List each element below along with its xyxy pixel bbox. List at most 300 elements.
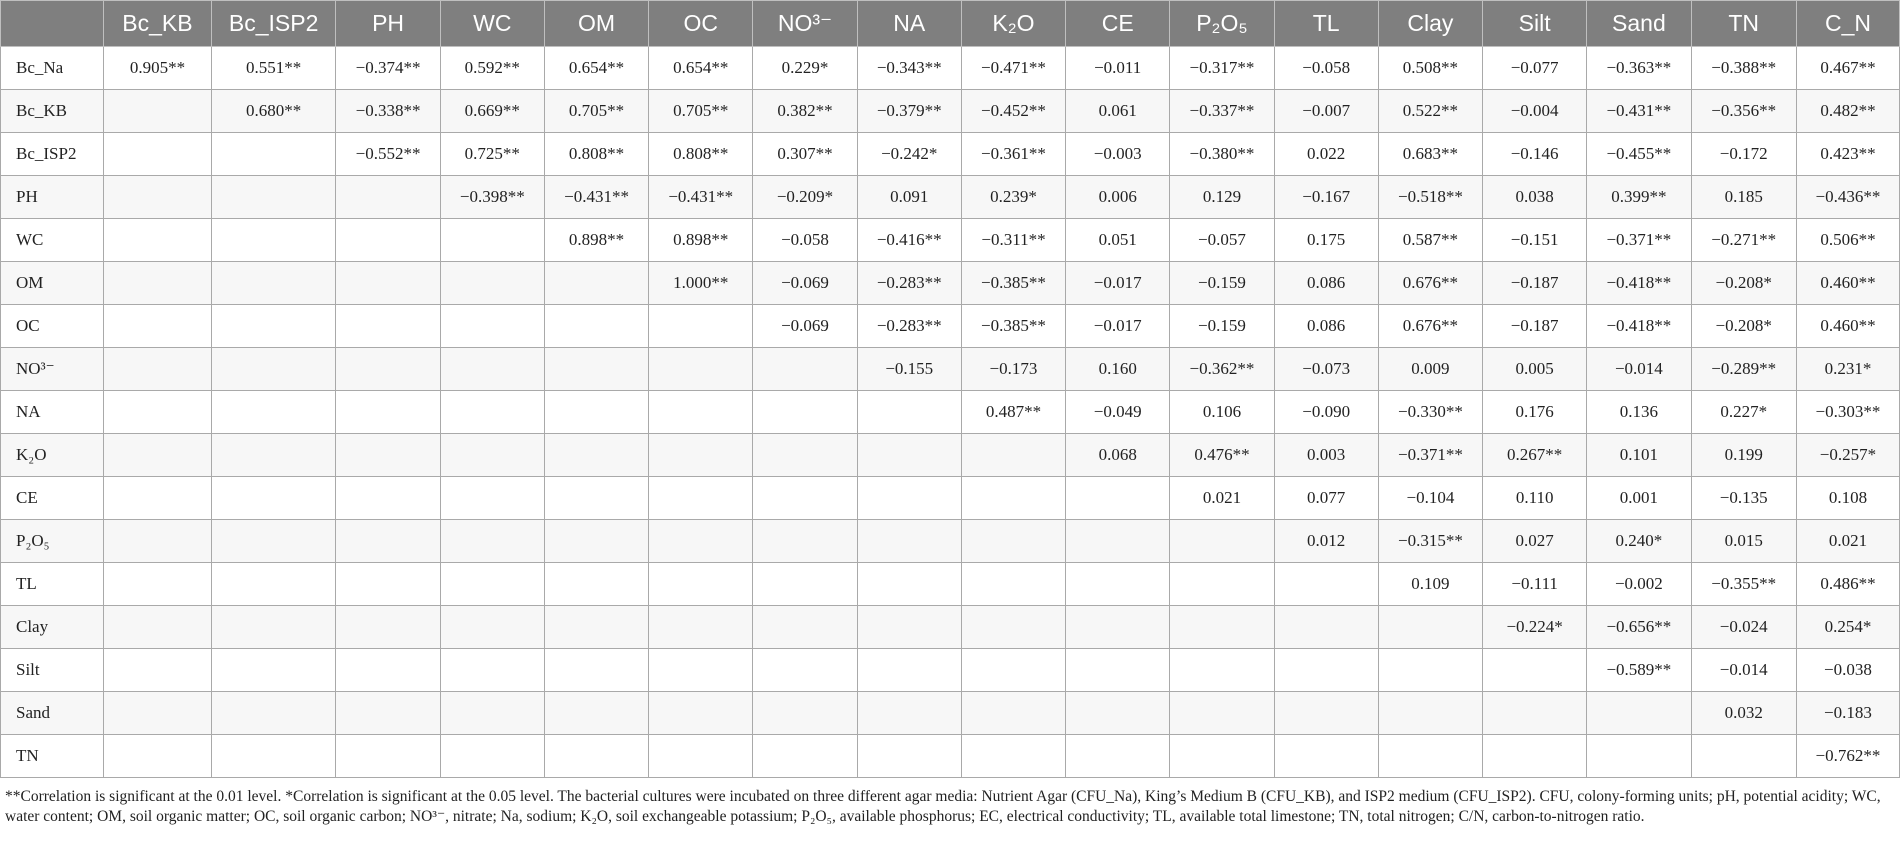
correlation-cell: −0.416** bbox=[857, 219, 961, 262]
correlation-cell: −0.283** bbox=[857, 262, 961, 305]
correlation-cell: −0.337** bbox=[1170, 90, 1274, 133]
correlation-cell: 0.086 bbox=[1274, 305, 1378, 348]
correlation-cell: −0.159 bbox=[1170, 305, 1274, 348]
correlation-cell bbox=[211, 520, 336, 563]
correlation-cell: 0.229* bbox=[753, 47, 857, 90]
correlation-cell: 0.009 bbox=[1378, 348, 1482, 391]
correlation-cell bbox=[857, 606, 961, 649]
correlation-cell: −0.431** bbox=[649, 176, 753, 219]
correlation-cell: 0.101 bbox=[1587, 434, 1691, 477]
correlation-cell bbox=[211, 606, 336, 649]
correlation-cell: −0.431** bbox=[544, 176, 648, 219]
correlation-cell: −0.208* bbox=[1691, 262, 1796, 305]
correlation-cell bbox=[104, 176, 212, 219]
column-header: Bc_KB bbox=[104, 1, 212, 47]
correlation-cell bbox=[1587, 692, 1691, 735]
correlation-cell: 0.110 bbox=[1483, 477, 1587, 520]
correlation-cell: 0.061 bbox=[1066, 90, 1170, 133]
correlation-cell: −0.283** bbox=[857, 305, 961, 348]
correlation-cell bbox=[649, 477, 753, 520]
table-row bbox=[1, 391, 1900, 434]
correlation-cell: −0.452** bbox=[961, 90, 1065, 133]
correlation-cell: −0.111 bbox=[1483, 563, 1587, 606]
correlation-cell: 0.032 bbox=[1691, 692, 1796, 735]
correlation-cell bbox=[104, 520, 212, 563]
column-header: PH bbox=[336, 1, 440, 47]
correlation-cell bbox=[440, 606, 544, 649]
correlation-cell bbox=[104, 305, 212, 348]
correlation-cell bbox=[211, 391, 336, 434]
correlation-cell bbox=[336, 735, 440, 778]
correlation-cell: −0.069 bbox=[753, 305, 857, 348]
correlation-cell bbox=[544, 649, 648, 692]
correlation-cell bbox=[753, 563, 857, 606]
correlation-cell: 0.705** bbox=[544, 90, 648, 133]
correlation-cell: −0.656** bbox=[1587, 606, 1691, 649]
correlation-cell: −0.388** bbox=[1691, 47, 1796, 90]
correlation-cell: 0.487** bbox=[961, 391, 1065, 434]
correlation-cell bbox=[753, 477, 857, 520]
correlation-cell: −0.385** bbox=[961, 305, 1065, 348]
correlation-cell: −0.518** bbox=[1378, 176, 1482, 219]
correlation-cell: −0.311** bbox=[961, 219, 1065, 262]
correlation-cell bbox=[649, 520, 753, 563]
correlation-cell bbox=[857, 692, 961, 735]
row-label: PH bbox=[1, 176, 104, 219]
correlation-cell bbox=[104, 434, 212, 477]
correlation-cell bbox=[544, 434, 648, 477]
table-header bbox=[1, 1, 1900, 47]
correlation-cell: −0.385** bbox=[961, 262, 1065, 305]
correlation-cell bbox=[1274, 606, 1378, 649]
correlation-cell bbox=[1378, 649, 1482, 692]
correlation-cell bbox=[544, 692, 648, 735]
correlation-cell bbox=[211, 219, 336, 262]
correlation-cell bbox=[336, 348, 440, 391]
correlation-cell: 0.129 bbox=[1170, 176, 1274, 219]
correlation-cell: 0.669** bbox=[440, 90, 544, 133]
row-label: CE bbox=[1, 477, 104, 520]
correlation-cell: 0.725** bbox=[440, 133, 544, 176]
correlation-cell bbox=[104, 735, 212, 778]
correlation-cell bbox=[544, 262, 648, 305]
correlation-cell: 0.522** bbox=[1378, 90, 1482, 133]
correlation-cell bbox=[649, 305, 753, 348]
correlation-cell: −0.224* bbox=[1483, 606, 1587, 649]
correlation-cell: 0.486** bbox=[1796, 563, 1899, 606]
header-row bbox=[1, 1, 1900, 47]
table-row bbox=[1, 305, 1900, 348]
correlation-cell bbox=[440, 735, 544, 778]
correlation-cell: −0.172 bbox=[1691, 133, 1796, 176]
correlation-cell bbox=[544, 477, 648, 520]
correlation-cell bbox=[440, 563, 544, 606]
correlation-cell: 0.015 bbox=[1691, 520, 1796, 563]
correlation-cell: −0.208* bbox=[1691, 305, 1796, 348]
correlation-cell: −0.361** bbox=[961, 133, 1065, 176]
correlation-cell bbox=[857, 434, 961, 477]
correlation-cell: −0.090 bbox=[1274, 391, 1378, 434]
correlation-cell bbox=[440, 434, 544, 477]
correlation-cell: −0.317** bbox=[1170, 47, 1274, 90]
correlation-cell bbox=[104, 649, 212, 692]
correlation-cell bbox=[1274, 735, 1378, 778]
correlation-cell: 0.068 bbox=[1066, 434, 1170, 477]
correlation-cell bbox=[440, 348, 544, 391]
correlation-cell: 0.254* bbox=[1796, 606, 1899, 649]
correlation-cell: −0.011 bbox=[1066, 47, 1170, 90]
correlation-cell: 0.382** bbox=[753, 90, 857, 133]
correlation-cell bbox=[649, 348, 753, 391]
correlation-cell bbox=[753, 434, 857, 477]
correlation-cell: −0.371** bbox=[1587, 219, 1691, 262]
row-label: OM bbox=[1, 262, 104, 305]
correlation-cell: −0.017 bbox=[1066, 305, 1170, 348]
correlation-cell: 0.240* bbox=[1587, 520, 1691, 563]
correlation-cell: 0.683** bbox=[1378, 133, 1482, 176]
row-label: Silt bbox=[1, 649, 104, 692]
column-header: NA bbox=[857, 1, 961, 47]
correlation-cell bbox=[1170, 606, 1274, 649]
correlation-cell bbox=[440, 649, 544, 692]
row-label: TN bbox=[1, 735, 104, 778]
correlation-cell: −0.242* bbox=[857, 133, 961, 176]
correlation-cell: −0.058 bbox=[753, 219, 857, 262]
correlation-cell: −0.049 bbox=[1066, 391, 1170, 434]
correlation-cell bbox=[961, 649, 1065, 692]
correlation-cell bbox=[211, 133, 336, 176]
correlation-cell: −0.014 bbox=[1587, 348, 1691, 391]
correlation-cell: −0.363** bbox=[1587, 47, 1691, 90]
correlation-cell bbox=[544, 735, 648, 778]
correlation-cell: −0.104 bbox=[1378, 477, 1482, 520]
row-label: Bc_Na bbox=[1, 47, 104, 90]
correlation-cell bbox=[753, 735, 857, 778]
correlation-cell bbox=[1587, 735, 1691, 778]
column-header: Bc_ISP2 bbox=[211, 1, 336, 47]
correlation-cell bbox=[544, 606, 648, 649]
correlation-cell: 0.199 bbox=[1691, 434, 1796, 477]
correlation-cell bbox=[649, 735, 753, 778]
column-header: Clay bbox=[1378, 1, 1482, 47]
correlation-cell bbox=[1483, 735, 1587, 778]
row-label: NA bbox=[1, 391, 104, 434]
correlation-cell bbox=[1066, 692, 1170, 735]
correlation-cell: −0.371** bbox=[1378, 434, 1482, 477]
correlation-cell: 0.808** bbox=[544, 133, 648, 176]
correlation-cell: 0.106 bbox=[1170, 391, 1274, 434]
correlation-cell: 0.399** bbox=[1587, 176, 1691, 219]
table-row bbox=[1, 606, 1900, 649]
correlation-cell bbox=[649, 391, 753, 434]
correlation-cell bbox=[104, 477, 212, 520]
correlation-cell: −0.146 bbox=[1483, 133, 1587, 176]
correlation-cell bbox=[336, 305, 440, 348]
correlation-cell bbox=[211, 563, 336, 606]
correlation-cell bbox=[104, 391, 212, 434]
correlation-cell: 0.021 bbox=[1170, 477, 1274, 520]
correlation-cell: 0.898** bbox=[649, 219, 753, 262]
correlation-cell: −0.398** bbox=[440, 176, 544, 219]
correlation-cell: −0.187 bbox=[1483, 305, 1587, 348]
correlation-cell: 0.027 bbox=[1483, 520, 1587, 563]
correlation-cell bbox=[961, 520, 1065, 563]
correlation-cell: −0.436** bbox=[1796, 176, 1899, 219]
correlation-cell: −0.187 bbox=[1483, 262, 1587, 305]
correlation-cell bbox=[961, 606, 1065, 649]
correlation-cell bbox=[211, 262, 336, 305]
table-row bbox=[1, 434, 1900, 477]
row-label: Sand bbox=[1, 692, 104, 735]
correlation-cell: 0.227* bbox=[1691, 391, 1796, 434]
correlation-cell bbox=[753, 520, 857, 563]
correlation-cell bbox=[1483, 692, 1587, 735]
correlation-cell bbox=[1066, 735, 1170, 778]
correlation-cell: 0.038 bbox=[1483, 176, 1587, 219]
correlation-cell: 0.051 bbox=[1066, 219, 1170, 262]
table-row bbox=[1, 520, 1900, 563]
correlation-cell: −0.303** bbox=[1796, 391, 1899, 434]
correlation-cell bbox=[1170, 735, 1274, 778]
correlation-cell bbox=[336, 606, 440, 649]
correlation-cell: 0.460** bbox=[1796, 305, 1899, 348]
correlation-cell: −0.058 bbox=[1274, 47, 1378, 90]
correlation-cell bbox=[336, 176, 440, 219]
correlation-cell: 0.005 bbox=[1483, 348, 1587, 391]
correlation-cell: −0.343** bbox=[857, 47, 961, 90]
correlation-cell bbox=[857, 649, 961, 692]
correlation-cell: 0.654** bbox=[544, 47, 648, 90]
column-header: C_N bbox=[1796, 1, 1899, 47]
correlation-cell: 0.175 bbox=[1274, 219, 1378, 262]
correlation-cell bbox=[1170, 649, 1274, 692]
correlation-cell bbox=[857, 735, 961, 778]
correlation-cell: −0.380** bbox=[1170, 133, 1274, 176]
correlation-cell: −0.418** bbox=[1587, 305, 1691, 348]
correlation-cell: 0.006 bbox=[1066, 176, 1170, 219]
correlation-cell: 1.000** bbox=[649, 262, 753, 305]
correlation-cell bbox=[857, 563, 961, 606]
correlation-cell bbox=[336, 692, 440, 735]
correlation-cell: −0.017 bbox=[1066, 262, 1170, 305]
correlation-cell: 0.077 bbox=[1274, 477, 1378, 520]
correlation-cell bbox=[1066, 520, 1170, 563]
correlation-cell bbox=[649, 606, 753, 649]
table-row bbox=[1, 348, 1900, 391]
correlation-cell: −0.151 bbox=[1483, 219, 1587, 262]
correlation-cell: 0.160 bbox=[1066, 348, 1170, 391]
correlation-cell bbox=[544, 391, 648, 434]
table-row bbox=[1, 692, 1900, 735]
correlation-cell bbox=[211, 176, 336, 219]
correlation-cell bbox=[649, 434, 753, 477]
correlation-cell bbox=[440, 477, 544, 520]
correlation-cell: −0.356** bbox=[1691, 90, 1796, 133]
correlation-cell bbox=[211, 692, 336, 735]
correlation-cell: −0.069 bbox=[753, 262, 857, 305]
correlation-cell: 0.091 bbox=[857, 176, 961, 219]
table-row bbox=[1, 477, 1900, 520]
correlation-cell bbox=[753, 649, 857, 692]
table-row bbox=[1, 133, 1900, 176]
correlation-cell: 0.108 bbox=[1796, 477, 1899, 520]
correlation-cell bbox=[336, 391, 440, 434]
correlation-cell: 0.551** bbox=[211, 47, 336, 90]
correlation-cell bbox=[1378, 606, 1482, 649]
correlation-cell bbox=[1170, 563, 1274, 606]
correlation-cell: 0.086 bbox=[1274, 262, 1378, 305]
correlation-cell: −0.209* bbox=[753, 176, 857, 219]
correlation-cell: −0.355** bbox=[1691, 563, 1796, 606]
correlation-cell: −0.002 bbox=[1587, 563, 1691, 606]
correlation-cell bbox=[544, 563, 648, 606]
column-header: TL bbox=[1274, 1, 1378, 47]
correlation-cell: 0.508** bbox=[1378, 47, 1482, 90]
table-row bbox=[1, 649, 1900, 692]
correlation-cell: −0.159 bbox=[1170, 262, 1274, 305]
correlation-cell bbox=[104, 563, 212, 606]
correlation-cell: −0.003 bbox=[1066, 133, 1170, 176]
correlation-cell bbox=[857, 477, 961, 520]
correlation-cell bbox=[753, 348, 857, 391]
correlation-cell bbox=[104, 219, 212, 262]
correlation-cell: −0.038 bbox=[1796, 649, 1899, 692]
correlation-cell bbox=[336, 563, 440, 606]
correlation-cell bbox=[857, 520, 961, 563]
table-row bbox=[1, 262, 1900, 305]
correlation-cell: 0.176 bbox=[1483, 391, 1587, 434]
column-header: P₂O₅ bbox=[1170, 1, 1274, 47]
correlation-cell bbox=[961, 563, 1065, 606]
table-row bbox=[1, 47, 1900, 90]
correlation-cell bbox=[1274, 692, 1378, 735]
correlation-cell: 0.476** bbox=[1170, 434, 1274, 477]
correlation-cell: −0.167 bbox=[1274, 176, 1378, 219]
correlation-cell: 0.022 bbox=[1274, 133, 1378, 176]
correlation-cell: −0.418** bbox=[1587, 262, 1691, 305]
correlation-cell: 0.001 bbox=[1587, 477, 1691, 520]
correlation-cell: −0.762** bbox=[1796, 735, 1899, 778]
correlation-cell bbox=[1483, 649, 1587, 692]
correlation-cell bbox=[211, 434, 336, 477]
correlation-cell bbox=[544, 348, 648, 391]
table-body bbox=[1, 47, 1900, 778]
correlation-cell bbox=[211, 348, 336, 391]
correlation-cell bbox=[104, 133, 212, 176]
correlation-cell: 0.460** bbox=[1796, 262, 1899, 305]
correlation-cell: 0.467** bbox=[1796, 47, 1899, 90]
correlation-cell: 0.021 bbox=[1796, 520, 1899, 563]
correlation-cell bbox=[649, 649, 753, 692]
column-header: WC bbox=[440, 1, 544, 47]
correlation-cell: −0.379** bbox=[857, 90, 961, 133]
row-label: NO³⁻ bbox=[1, 348, 104, 391]
correlation-cell: 0.898** bbox=[544, 219, 648, 262]
correlation-cell bbox=[1274, 563, 1378, 606]
correlation-cell bbox=[1378, 735, 1482, 778]
correlation-cell: −0.289** bbox=[1691, 348, 1796, 391]
correlation-cell: −0.073 bbox=[1274, 348, 1378, 391]
column-header: Silt bbox=[1483, 1, 1587, 47]
header-corner-cell bbox=[1, 1, 104, 47]
correlation-cell: −0.589** bbox=[1587, 649, 1691, 692]
correlation-cell bbox=[544, 520, 648, 563]
correlation-cell bbox=[961, 477, 1065, 520]
correlation-cell: 0.592** bbox=[440, 47, 544, 90]
table-row bbox=[1, 176, 1900, 219]
correlation-cell bbox=[1066, 649, 1170, 692]
correlation-cell bbox=[211, 649, 336, 692]
column-header: OM bbox=[544, 1, 648, 47]
correlation-cell: 0.587** bbox=[1378, 219, 1482, 262]
correlation-cell: 0.506** bbox=[1796, 219, 1899, 262]
correlation-cell: −0.007 bbox=[1274, 90, 1378, 133]
correlation-cell: −0.455** bbox=[1587, 133, 1691, 176]
correlation-cell bbox=[104, 348, 212, 391]
row-label: OC bbox=[1, 305, 104, 348]
correlation-cell bbox=[440, 391, 544, 434]
correlation-cell: 0.680** bbox=[211, 90, 336, 133]
correlation-cell bbox=[1066, 563, 1170, 606]
correlation-cell: −0.135 bbox=[1691, 477, 1796, 520]
correlation-cell: −0.374** bbox=[336, 47, 440, 90]
correlation-cell: −0.173 bbox=[961, 348, 1065, 391]
correlation-cell bbox=[211, 305, 336, 348]
correlation-cell bbox=[1691, 735, 1796, 778]
table-footnote: **Correlation is significant at the 0.01 level. *Correlation is significant at the 0.05 level. The bacterial cultures were incubated on three different agar media: Nutrient Agar (CFU_Na), King’s Medium B (CFU_KB), and ISP2 medium (CFU_ISP2). CFU, colony-forming units; pH, potential acidity; WC, water content; OM, soil organic matter; OC, soil organic carbon; NO³⁻, nitrate; Na, sodium; K₂O, soil exchangeable potassium; P₂O₅, available phosphorus; EC, electrical conductivity; TL, available total limestone; TN, total nitrogen; C/N, carbon-to-nitrogen ratio. bbox=[5, 788, 1881, 825]
correlation-cell: 0.423** bbox=[1796, 133, 1899, 176]
correlation-cell bbox=[440, 305, 544, 348]
column-header: Sand bbox=[1587, 1, 1691, 47]
correlation-cell bbox=[336, 434, 440, 477]
correlation-cell: 0.267** bbox=[1483, 434, 1587, 477]
correlation-cell bbox=[336, 520, 440, 563]
correlation-cell bbox=[1170, 692, 1274, 735]
correlation-cell bbox=[440, 262, 544, 305]
correlation-cell: 0.012 bbox=[1274, 520, 1378, 563]
correlation-cell bbox=[104, 90, 212, 133]
correlation-cell: 0.654** bbox=[649, 47, 753, 90]
column-header: OC bbox=[649, 1, 753, 47]
correlation-cell bbox=[1170, 520, 1274, 563]
correlation-cell bbox=[336, 219, 440, 262]
correlation-cell: 0.003 bbox=[1274, 434, 1378, 477]
correlation-cell: −0.431** bbox=[1587, 90, 1691, 133]
correlation-cell bbox=[649, 563, 753, 606]
correlation-cell bbox=[753, 391, 857, 434]
table-row bbox=[1, 735, 1900, 778]
correlation-cell: 0.705** bbox=[649, 90, 753, 133]
correlation-cell: −0.155 bbox=[857, 348, 961, 391]
row-label: P₂O₅ bbox=[1, 520, 104, 563]
correlation-cell bbox=[753, 606, 857, 649]
correlation-cell bbox=[440, 219, 544, 262]
correlation-cell: 0.136 bbox=[1587, 391, 1691, 434]
column-header: K₂O bbox=[961, 1, 1065, 47]
row-label: Bc_ISP2 bbox=[1, 133, 104, 176]
correlation-cell bbox=[336, 649, 440, 692]
correlation-cell: −0.014 bbox=[1691, 649, 1796, 692]
correlation-cell: 0.307** bbox=[753, 133, 857, 176]
correlation-cell bbox=[336, 477, 440, 520]
correlation-cell bbox=[104, 262, 212, 305]
row-label: WC bbox=[1, 219, 104, 262]
correlation-cell bbox=[649, 692, 753, 735]
correlation-cell bbox=[1066, 606, 1170, 649]
correlation-cell bbox=[336, 262, 440, 305]
column-header: TN bbox=[1691, 1, 1796, 47]
correlation-cell bbox=[211, 477, 336, 520]
